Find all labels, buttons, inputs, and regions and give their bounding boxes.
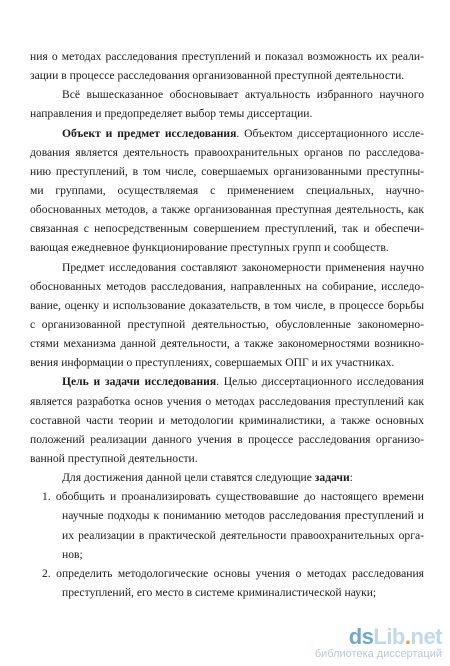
text-line: ванной преступной деятельности.: [30, 452, 198, 465]
text-line: является разработка основ учения о методах расследования преступлений как: [30, 395, 424, 408]
text-line: стями механизма данной деятельности, а также закономерностями возникно-: [30, 337, 424, 350]
list-item-line: 1. обобщить и проанализировать существовавшие до настоящего времени: [42, 490, 424, 503]
section-heading-object-subject: Объект и предмет исследования: [62, 127, 237, 140]
list-item-line: преступлений, его место в системе криминалистической науки;: [62, 586, 377, 599]
text-line: вание, оценку и использование доказательств, в том числе, в процессе борьбы: [30, 299, 424, 312]
dslib-watermark: [315, 626, 442, 660]
list-item-line: их реализации в практической деятельности правоохранительных орга-: [62, 529, 424, 542]
text-line: Предмет исследования составляют закономерности применения научно: [62, 261, 424, 274]
text-line: положений реализации данного учения в процессе расследования организо-: [30, 433, 424, 446]
text-line: вения информации о преступлениях, совершаемых ОПГ и их участниках.: [30, 356, 395, 369]
text-line: обоснованных методов расследования, направленных на собирание, исследо-: [30, 280, 424, 293]
section-heading-line: [62, 375, 424, 389]
text-line: вающая ежедневное функционирование преступных групп и сообществ.: [30, 241, 389, 254]
text-line: ния о методах расследования преступлений и показал возможность их реали-: [30, 50, 424, 63]
tasks-keyword: задачи: [314, 471, 350, 484]
text-line: дования является деятельность правоохранительных органов по расследова-: [30, 146, 424, 159]
list-item-line: 2. определить методологические основы учения о методах расследования: [42, 567, 424, 580]
list-item-line: научные подходы к пониманию методов расследования преступлений и: [62, 509, 424, 522]
section-heading-goal-tasks: Цель и задачи исследования: [62, 375, 217, 388]
text-line: обоснованных методов, а также организованная преступная деятельность, как: [30, 203, 424, 216]
text-line: направления и предопределяет выбор темы диссертации.: [30, 107, 313, 120]
text-line: ми группами, осуществляемая с применением специальных, научно-: [30, 184, 424, 197]
text-line: [62, 471, 424, 485]
text-fragment: Для достижения данной цели ставятся следующие: [62, 471, 315, 484]
text-line: Всё вышесказанное обосновывает актуальность избранного научного: [62, 88, 424, 101]
text-fragment: :: [349, 471, 353, 484]
text-line: составной части теории и методологии криминалистики, а также основных: [30, 414, 424, 427]
list-item-line: нов;: [62, 548, 83, 561]
dslib-logo: dsLib.net: [348, 624, 442, 649]
text-line: зации в процессе расследования организованной преступной деятельности.: [30, 69, 405, 82]
text-fragment: . Объектом диссертационного иссле-: [236, 127, 424, 140]
section-heading-line: [62, 127, 424, 141]
text-line: нию преступлений, в том числе, совершаемых организованными преступны-: [30, 165, 424, 178]
text-line: с организованной преступной деятельностью, обусловленные закономерно-: [30, 318, 424, 331]
text-fragment: . Целью диссертационного исследования: [216, 375, 424, 388]
dslib-subtitle: библиотека диссертаций: [314, 648, 442, 660]
text-line: связанная с непосредственным совершением преступлений, так и обеспечи-: [30, 222, 424, 235]
